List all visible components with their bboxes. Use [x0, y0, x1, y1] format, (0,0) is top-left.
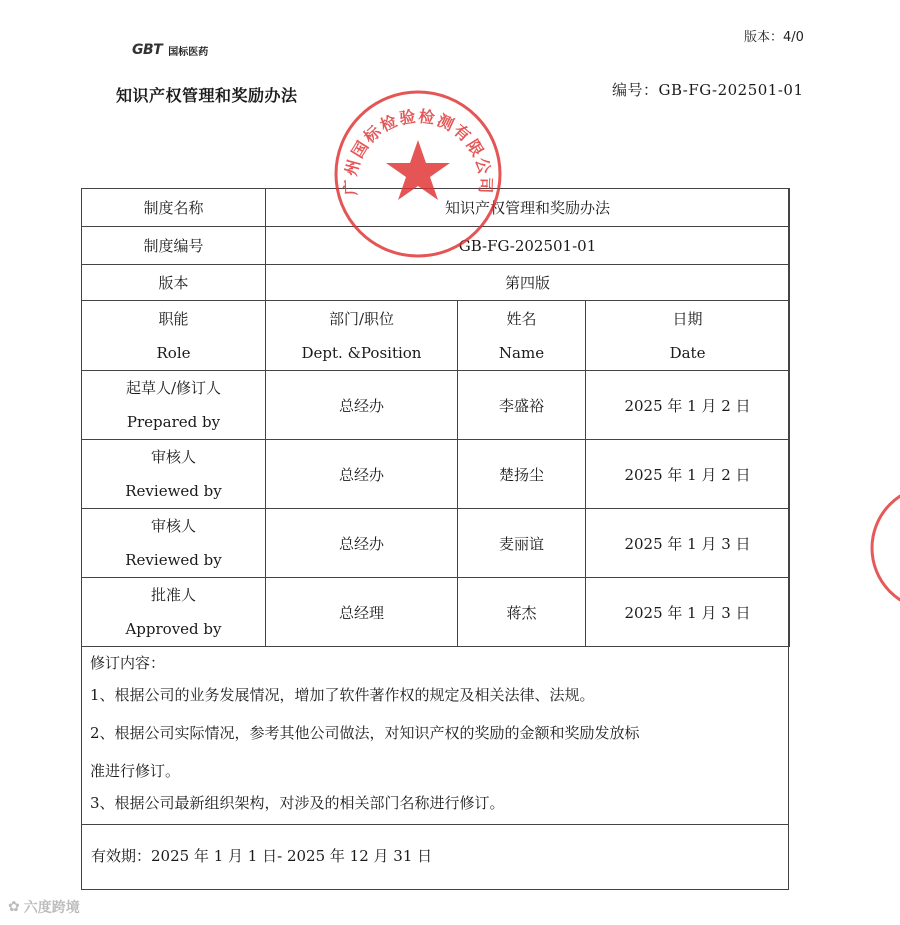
dept-cell: 总经办: [266, 509, 458, 578]
column-header: 职能 Role: [82, 301, 266, 371]
dept-cell: 总经理: [266, 578, 458, 647]
column-header: 日期 Date: [586, 301, 790, 371]
document-number: 编号：GB-FG-202501-01: [612, 81, 804, 99]
field-value: 第四版: [266, 265, 790, 301]
document-title: 知识产权管理和奖励办法: [116, 86, 298, 105]
watermark-text: 六度跨境: [23, 900, 80, 916]
revision-line: 1、根据公司的业务发展情况，增加了软件著作权的规定及相关法律、法规。: [90, 686, 595, 704]
field-value: GB-FG-202501-01: [266, 227, 790, 265]
table-row: [82, 509, 790, 578]
logo-name: 国标医药: [168, 46, 209, 58]
revision-heading: 修订内容：: [90, 654, 166, 672]
role-cell: 批准人 Approved by: [82, 578, 266, 647]
field-label: 制度编号: [82, 227, 266, 265]
column-header: 姓名 Name: [458, 301, 586, 371]
dept-cell: 总经办: [266, 371, 458, 440]
name-cell: 楚扬尘: [458, 440, 586, 509]
column-header: 部门/职位 Dept. &Position: [266, 301, 458, 371]
revision-line: 3、根据公司最新组织架构，对涉及的相关部门名称进行修订。: [90, 794, 505, 812]
company-logo: [132, 42, 208, 58]
field-label: 制度名称: [82, 189, 266, 227]
field-label: 版本: [82, 265, 266, 301]
name-cell: 麦丽谊: [458, 509, 586, 578]
date-cell: 2025 年 1 月 2 日: [586, 371, 790, 440]
version-label: 版本：4/0: [744, 30, 804, 45]
date-cell: 2025 年 1 月 2 日: [586, 440, 790, 509]
date-cell: 2025 年 1 月 3 日: [586, 509, 790, 578]
table-row: [82, 371, 790, 440]
partial-seal: [864, 478, 900, 618]
watermark: [8, 897, 80, 917]
company-seal: [332, 88, 504, 260]
role-cell: 起草人/修订人 Prepared by: [82, 371, 266, 440]
validity-period: 有效期：2025 年 1 月 1 日- 2025 年 12 月 31 日: [91, 847, 433, 865]
table-row: [82, 578, 790, 647]
name-cell: 蒋杰: [458, 578, 586, 647]
date-cell: 2025 年 1 月 3 日: [586, 578, 790, 647]
name-cell: 李盛裕: [458, 371, 586, 440]
table-header-row: [82, 301, 790, 371]
watermark-icon: ✿: [8, 899, 20, 915]
role-cell: 审核人 Reviewed by: [82, 509, 266, 578]
role-cell: 审核人 Reviewed by: [82, 440, 266, 509]
dept-cell: 总经办: [266, 440, 458, 509]
table-row: [82, 265, 790, 301]
field-value: 知识产权管理和奖励办法: [266, 189, 790, 227]
table-row: [82, 440, 790, 509]
revision-line: 准进行修订。: [90, 762, 181, 780]
revision-line: 2、根据公司实际情况，参考其他公司做法，对知识产权的奖励的金额和奖励发放标: [90, 724, 640, 742]
svg-text:广州国标检验检测有限公司: 广州国标检验检测有限公司: [340, 106, 496, 196]
divider: [81, 824, 789, 825]
logo-mark: GBT: [132, 42, 163, 58]
